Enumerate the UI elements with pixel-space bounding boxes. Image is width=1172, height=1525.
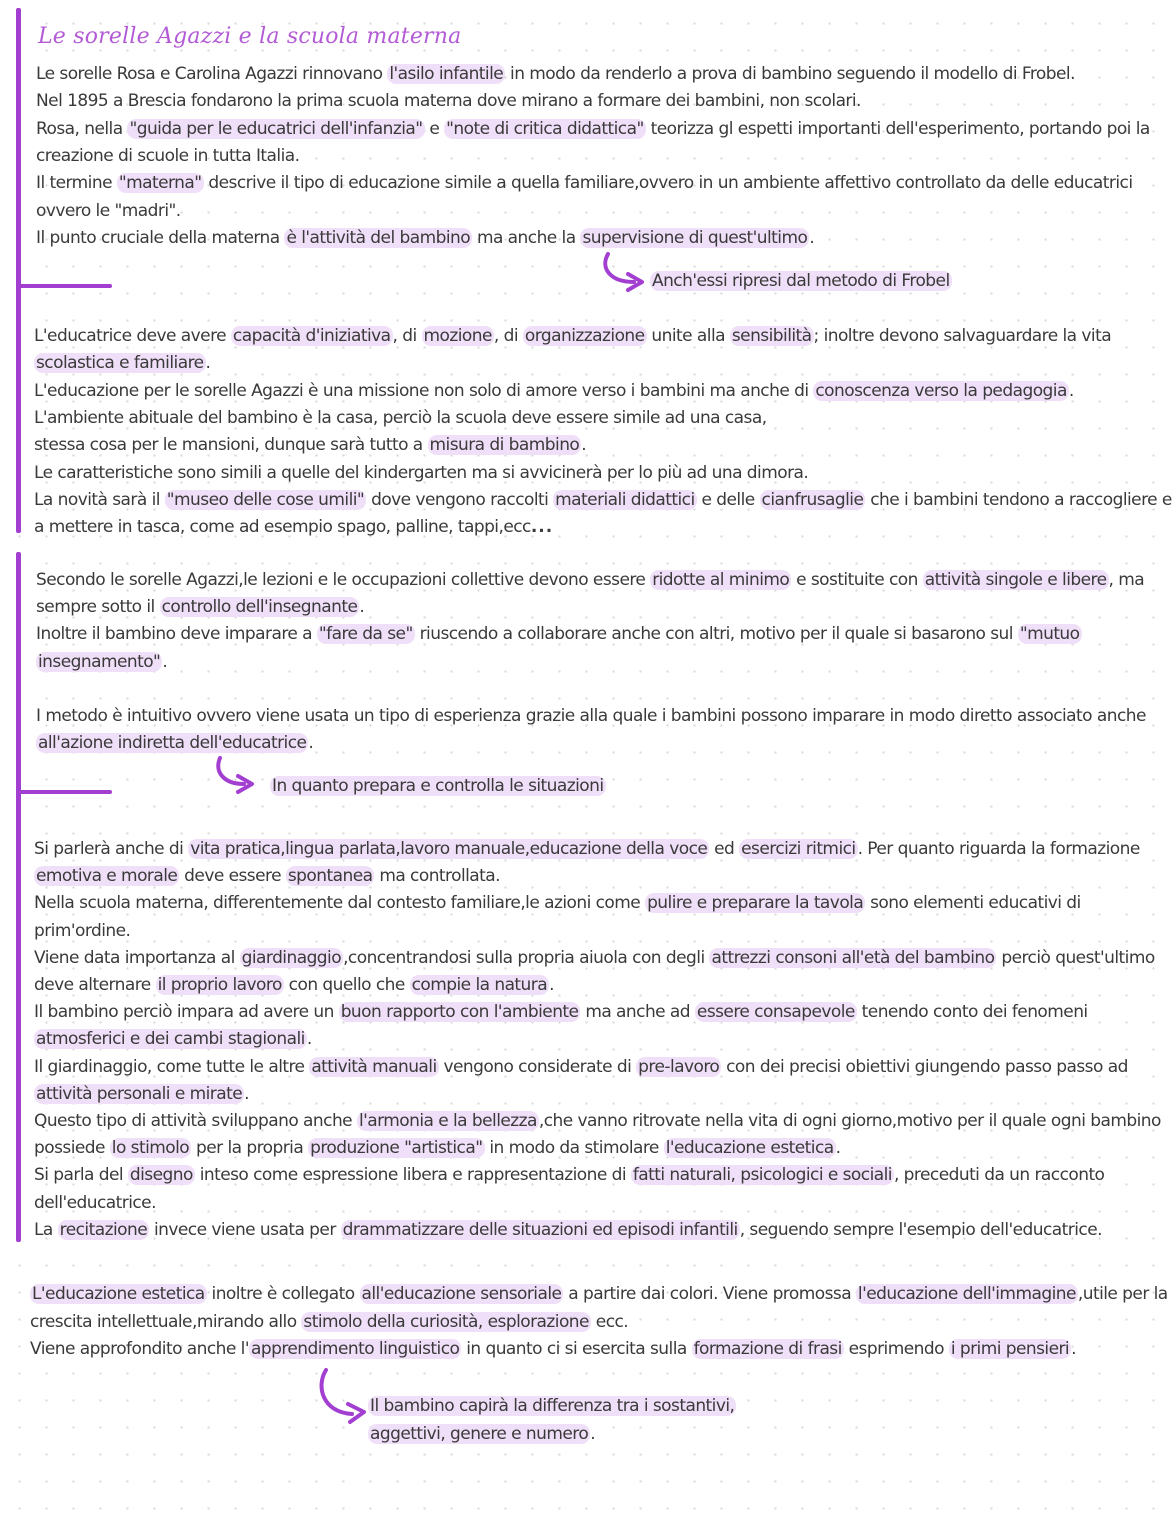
text-segment: . xyxy=(1071,1339,1076,1359)
text-segment: Si parlerà anche di xyxy=(34,839,189,859)
note-line xyxy=(650,270,952,292)
text-segment: vengono considerate di xyxy=(438,1056,637,1077)
text-segment: in quanto ci si esercita sulla xyxy=(461,1339,692,1359)
text-segment: Viene data importanza al xyxy=(34,947,240,968)
text-segment: ... xyxy=(530,517,554,538)
highlighted-text: l'armonia e la bellezza xyxy=(358,1111,537,1131)
highlighted-text: vita pratica,lingua parlata,lavoro manuale,educazione della voce xyxy=(190,839,708,859)
text-segment: Le caratteristiche sono simili a quelle del kindergarten ma si avvicinerà per lo più ad una dimora. xyxy=(34,462,809,483)
text-segment: , di xyxy=(392,326,422,346)
highlighted-text: pre-lavoro xyxy=(638,1056,720,1077)
highlighted-text: "note di critica didattica" xyxy=(446,118,644,139)
text-line xyxy=(34,407,767,429)
text-segment: sono elementi educativi di xyxy=(865,893,1081,914)
highlighted-text: emotiva e morale xyxy=(36,866,178,887)
text-segment: Secondo le sorelle Agazzi,le lezioni e le occupazioni collettive devono essere xyxy=(36,570,651,590)
highlighted-text: "materna" xyxy=(118,173,202,194)
text-line xyxy=(34,1083,249,1105)
text-line xyxy=(36,118,1150,140)
highlighted-text: all'educazione sensoriale xyxy=(361,1284,562,1304)
text-line xyxy=(34,1164,1104,1186)
text-line xyxy=(34,920,130,942)
text-segment: prim'ordine. xyxy=(34,920,131,941)
text-segment: , ma xyxy=(1108,570,1145,590)
text-segment: unite alla xyxy=(646,326,730,346)
text-line xyxy=(34,380,1074,402)
text-line xyxy=(34,838,1140,860)
text-segment: ecc. xyxy=(590,1311,629,1332)
highlighted-text: In quanto prepara e controlla le situazioni xyxy=(272,776,604,796)
text-line xyxy=(36,569,1144,591)
text-segment: possiede xyxy=(34,1138,110,1159)
text-line xyxy=(36,732,313,754)
text-line xyxy=(36,200,181,222)
text-segment: ma controllata. xyxy=(374,866,501,887)
note-line xyxy=(368,1395,736,1417)
text-segment: . Per quanto riguarda la formazione xyxy=(857,839,1140,859)
page-title: Le sorelle Agazzi e la scuola materna xyxy=(38,24,462,49)
text-segment: per la propria xyxy=(191,1138,309,1159)
highlighted-text: disegno xyxy=(129,1165,193,1186)
text-line xyxy=(34,1219,1102,1241)
text-segment: inteso come espressione libera e rappresentazione di xyxy=(194,1165,631,1186)
text-segment: teorizza gl espetti importanti dell'esperimento, portando poi la xyxy=(645,118,1150,139)
highlighted-text: supervisione di quest'ultimo xyxy=(582,227,808,248)
text-segment: , di xyxy=(493,326,523,346)
highlighted-text: controllo dell'insegnante xyxy=(161,597,358,618)
text-segment: . xyxy=(244,1083,249,1104)
text-segment: . xyxy=(1068,380,1074,401)
text-segment: ed xyxy=(709,839,740,859)
highlighted-text: Anch'essi ripresi dal metodo di Frobel xyxy=(652,271,950,291)
text-segment: e delle xyxy=(696,489,760,510)
highlighted-text: mozione xyxy=(423,326,492,346)
highlighted-text: l'asilo infantile xyxy=(389,64,504,84)
text-segment: . xyxy=(809,227,815,248)
text-line xyxy=(34,974,554,996)
text-line xyxy=(34,1056,1128,1078)
highlighted-text: ridotte al minimo xyxy=(652,570,790,590)
arrow-icon xyxy=(212,756,272,796)
highlighted-text: formazione di frasi xyxy=(693,1339,842,1359)
highlighted-text: buon rapporto con l'ambiente xyxy=(340,1002,579,1023)
text-segment: e xyxy=(424,118,445,139)
text-segment: ,concentrandosi sulla propria aiuola con degli xyxy=(343,947,710,968)
text-segment: La novità sarà il xyxy=(34,489,165,510)
highlighted-text: "museo delle cose umili" xyxy=(166,489,365,510)
highlighted-text: stimolo della curiosità, esplorazione xyxy=(303,1311,589,1332)
text-line xyxy=(34,434,586,456)
highlighted-text: fatti naturali, psicologici e sociali xyxy=(632,1165,892,1186)
text-segment: La xyxy=(34,1219,58,1240)
text-segment: con quello che xyxy=(283,975,410,995)
text-segment: Si parla del xyxy=(34,1165,128,1186)
highlighted-text: L'educazione estetica xyxy=(32,1284,205,1304)
text-line xyxy=(30,1338,1076,1360)
highlighted-text: all'azione indiretta dell'educatrice xyxy=(38,733,307,754)
text-segment: dell'educatrice. xyxy=(34,1192,156,1213)
text-segment: . xyxy=(590,1424,596,1444)
arrow-icon xyxy=(598,252,658,292)
text-segment: Nel 1895 a Brescia fondarono la prima scuola materna dove mirano a formare dei bambini, non scolari. xyxy=(36,91,861,112)
section-divider-1 xyxy=(16,284,112,288)
highlighted-text: insegnamento" xyxy=(38,651,161,672)
text-line xyxy=(34,516,553,538)
text-segment: ma anche la xyxy=(472,227,581,248)
text-segment: crescita intellettuale,mirando allo xyxy=(30,1311,302,1332)
text-segment: Nella scuola materna, differentemente dal contesto familiare,le azioni come xyxy=(34,893,646,914)
text-line xyxy=(34,1110,1161,1132)
text-segment: ovvero le "madri". xyxy=(36,200,181,221)
highlighted-text: cianfrusaglie xyxy=(761,489,864,510)
text-line xyxy=(36,63,1075,85)
highlighted-text: "fare da se" xyxy=(318,624,413,645)
highlighted-text: attività personali e mirate xyxy=(36,1083,243,1104)
highlighted-text: attività manuali xyxy=(311,1056,437,1077)
text-segment: deve alternare xyxy=(34,975,156,995)
highlighted-text: esercizi ritmici xyxy=(741,839,856,859)
text-line xyxy=(36,90,861,112)
text-segment: ma anche ad xyxy=(580,1002,695,1023)
section-bar-1 xyxy=(16,8,21,533)
text-line xyxy=(36,705,1146,727)
text-segment: dove vengono raccolti xyxy=(366,489,554,510)
text-segment: I metodo è intuitivo ovvero viene usata un tipo di esperienza grazie alla quale i bambini possono imparare in modo diretto associato anche xyxy=(36,706,1146,726)
text-line xyxy=(34,325,1111,347)
highlighted-text: drammatizzare delle situazioni ed episodi infantili xyxy=(342,1219,738,1240)
highlighted-text: pulire e preparare la tavola xyxy=(647,893,864,914)
highlighted-text: lo stimolo xyxy=(111,1138,190,1159)
text-segment: deve essere xyxy=(179,866,286,887)
text-line xyxy=(30,1311,628,1333)
text-line xyxy=(36,227,814,249)
text-segment: Rosa, nella xyxy=(36,118,128,139)
highlighted-text: atmosferici e dei cambi stagionali xyxy=(36,1029,305,1050)
text-segment: Inoltre il bambino deve imparare a xyxy=(36,624,317,645)
text-segment: descrive il tipo di educazione simile a quella familiare,ovvero in un ambiente affettivo controllato da delle educatrici xyxy=(203,173,1133,194)
text-segment: Il bambino perciò impara ad avere un xyxy=(34,1002,339,1023)
highlighted-text: capacità d'iniziativa xyxy=(232,326,391,346)
text-line xyxy=(34,352,210,374)
text-segment: in modo da stimolare xyxy=(484,1138,664,1159)
text-line xyxy=(36,596,364,618)
text-segment: . xyxy=(359,597,365,618)
text-segment: tenendo conto dei fenomeni xyxy=(856,1002,1088,1023)
text-line xyxy=(34,947,1155,969)
highlighted-text: misura di bambino xyxy=(429,435,580,456)
highlighted-text: l'educazione dell'immagine xyxy=(857,1284,1076,1304)
note-line xyxy=(270,775,606,797)
text-segment: , preceduti da un racconto xyxy=(893,1165,1105,1186)
text-line xyxy=(34,1192,156,1214)
text-segment: . xyxy=(306,1029,312,1050)
text-segment: L'educatrice deve avere xyxy=(34,326,231,346)
text-line xyxy=(34,462,808,484)
text-line xyxy=(36,145,299,167)
text-segment: Il giardinaggio, come tutte le altre xyxy=(34,1056,310,1077)
text-line xyxy=(36,172,1133,194)
text-segment: Il termine xyxy=(36,173,117,194)
highlighted-text: scolastica e familiare xyxy=(36,353,204,374)
text-segment: inoltre è collegato xyxy=(206,1284,360,1304)
text-segment: creazione di scuole in tutta Italia. xyxy=(36,145,300,166)
text-line xyxy=(30,1283,1168,1305)
text-segment: esprimendo xyxy=(843,1339,949,1359)
text-line xyxy=(34,489,1172,511)
text-segment: Questo tipo di attività sviluppano anche xyxy=(34,1111,357,1131)
text-segment: . xyxy=(162,651,168,672)
text-line xyxy=(34,1028,312,1050)
highlighted-text: è l'attività del bambino xyxy=(286,227,471,248)
text-segment: L'ambiente abituale del bambino è la casa, perciò la scuola deve essere simile ad una casa, xyxy=(34,407,767,428)
text-segment: . xyxy=(835,1138,841,1159)
highlighted-text: aggettivi, genere e numero xyxy=(370,1424,589,1444)
highlighted-text: apprendimento linguistico xyxy=(250,1339,460,1359)
text-segment: ; inoltre devono salvaguardare la vita xyxy=(813,326,1112,346)
text-line xyxy=(34,1001,1088,1023)
highlighted-text: organizzazione xyxy=(524,326,645,346)
text-segment: , seguendo sempre l'esempio dell'educatrice. xyxy=(739,1219,1102,1240)
text-segment: stessa cosa per le mansioni, dunque sarà tutto a xyxy=(34,435,428,456)
highlighted-text: Il bambino capirà la differenza tra i sostantivi, xyxy=(370,1396,735,1416)
text-segment: che i bambini tendono a raccogliere e xyxy=(865,489,1172,510)
highlighted-text: produzione "artistica" xyxy=(310,1138,483,1159)
text-segment: riuscendo a collaborare anche con altri, motivo per il quale si basarono sul xyxy=(414,624,1018,645)
text-line xyxy=(36,651,167,673)
text-segment: a partire dai colori. Viene promossa xyxy=(563,1284,856,1304)
text-segment: con dei precisi obiettivi giungendo passo passo ad xyxy=(721,1056,1128,1077)
text-segment: . xyxy=(549,975,554,995)
highlighted-text: l'educazione estetica xyxy=(665,1138,834,1159)
text-segment: Viene approfondito anche l' xyxy=(30,1339,249,1359)
text-segment: . xyxy=(308,733,314,754)
text-segment: e sostituite con xyxy=(791,570,923,590)
text-segment: Le sorelle Rosa e Carolina Agazzi rinnovano xyxy=(36,64,388,84)
text-segment: a mettere in tasca, come ad esempio spago, palline, tappi,ecc xyxy=(34,517,531,538)
arrow-icon xyxy=(312,1366,372,1426)
text-line xyxy=(36,623,1082,645)
highlighted-text: i primi pensieri xyxy=(950,1339,1070,1359)
text-segment: Il punto cruciale della materna xyxy=(36,227,285,248)
text-segment: invece viene usata per xyxy=(149,1219,341,1240)
text-segment: in modo da renderlo a prova di bambino seguendo il modello di Frobel. xyxy=(505,64,1075,84)
highlighted-text: materiali didattici xyxy=(555,489,695,510)
highlighted-text: conoscenza verso la pedagogia xyxy=(815,380,1067,401)
highlighted-text: "guida per le educatrici dell'infanzia" xyxy=(129,118,423,139)
highlighted-text: attività singole e libere xyxy=(924,570,1107,590)
text-segment: . xyxy=(205,353,211,374)
text-segment: . xyxy=(581,435,587,456)
text-line xyxy=(34,1137,840,1159)
highlighted-text: essere consapevole xyxy=(696,1002,855,1023)
highlighted-text: il proprio lavoro xyxy=(157,975,282,995)
section-bar-2 xyxy=(16,552,21,1242)
section-divider-2 xyxy=(16,790,112,794)
highlighted-text: spontanea xyxy=(287,866,373,887)
highlighted-text: sensibilità xyxy=(731,326,812,346)
text-segment: L'educazione per le sorelle Agazzi è una missione non solo di amore verso i bambini ma anche di xyxy=(34,380,814,401)
highlighted-text: "mutuo xyxy=(1019,624,1080,645)
text-line xyxy=(34,892,1081,914)
highlighted-text: giardinaggio xyxy=(241,947,342,968)
highlighted-text: recitazione xyxy=(59,1219,148,1240)
text-segment: ,utile per la xyxy=(1077,1284,1168,1304)
highlighted-text: attrezzi consoni all'età del bambino xyxy=(711,947,995,968)
text-segment: ,che vanno ritrovate nella vita di ogni giorno,motivo per il quale ogni bambino xyxy=(538,1111,1161,1131)
note-line xyxy=(368,1423,595,1445)
text-segment: sempre sotto il xyxy=(36,597,160,618)
highlighted-text: compie la natura xyxy=(411,975,548,995)
text-segment: perciò quest'ultimo xyxy=(996,947,1155,968)
text-line xyxy=(34,865,500,887)
